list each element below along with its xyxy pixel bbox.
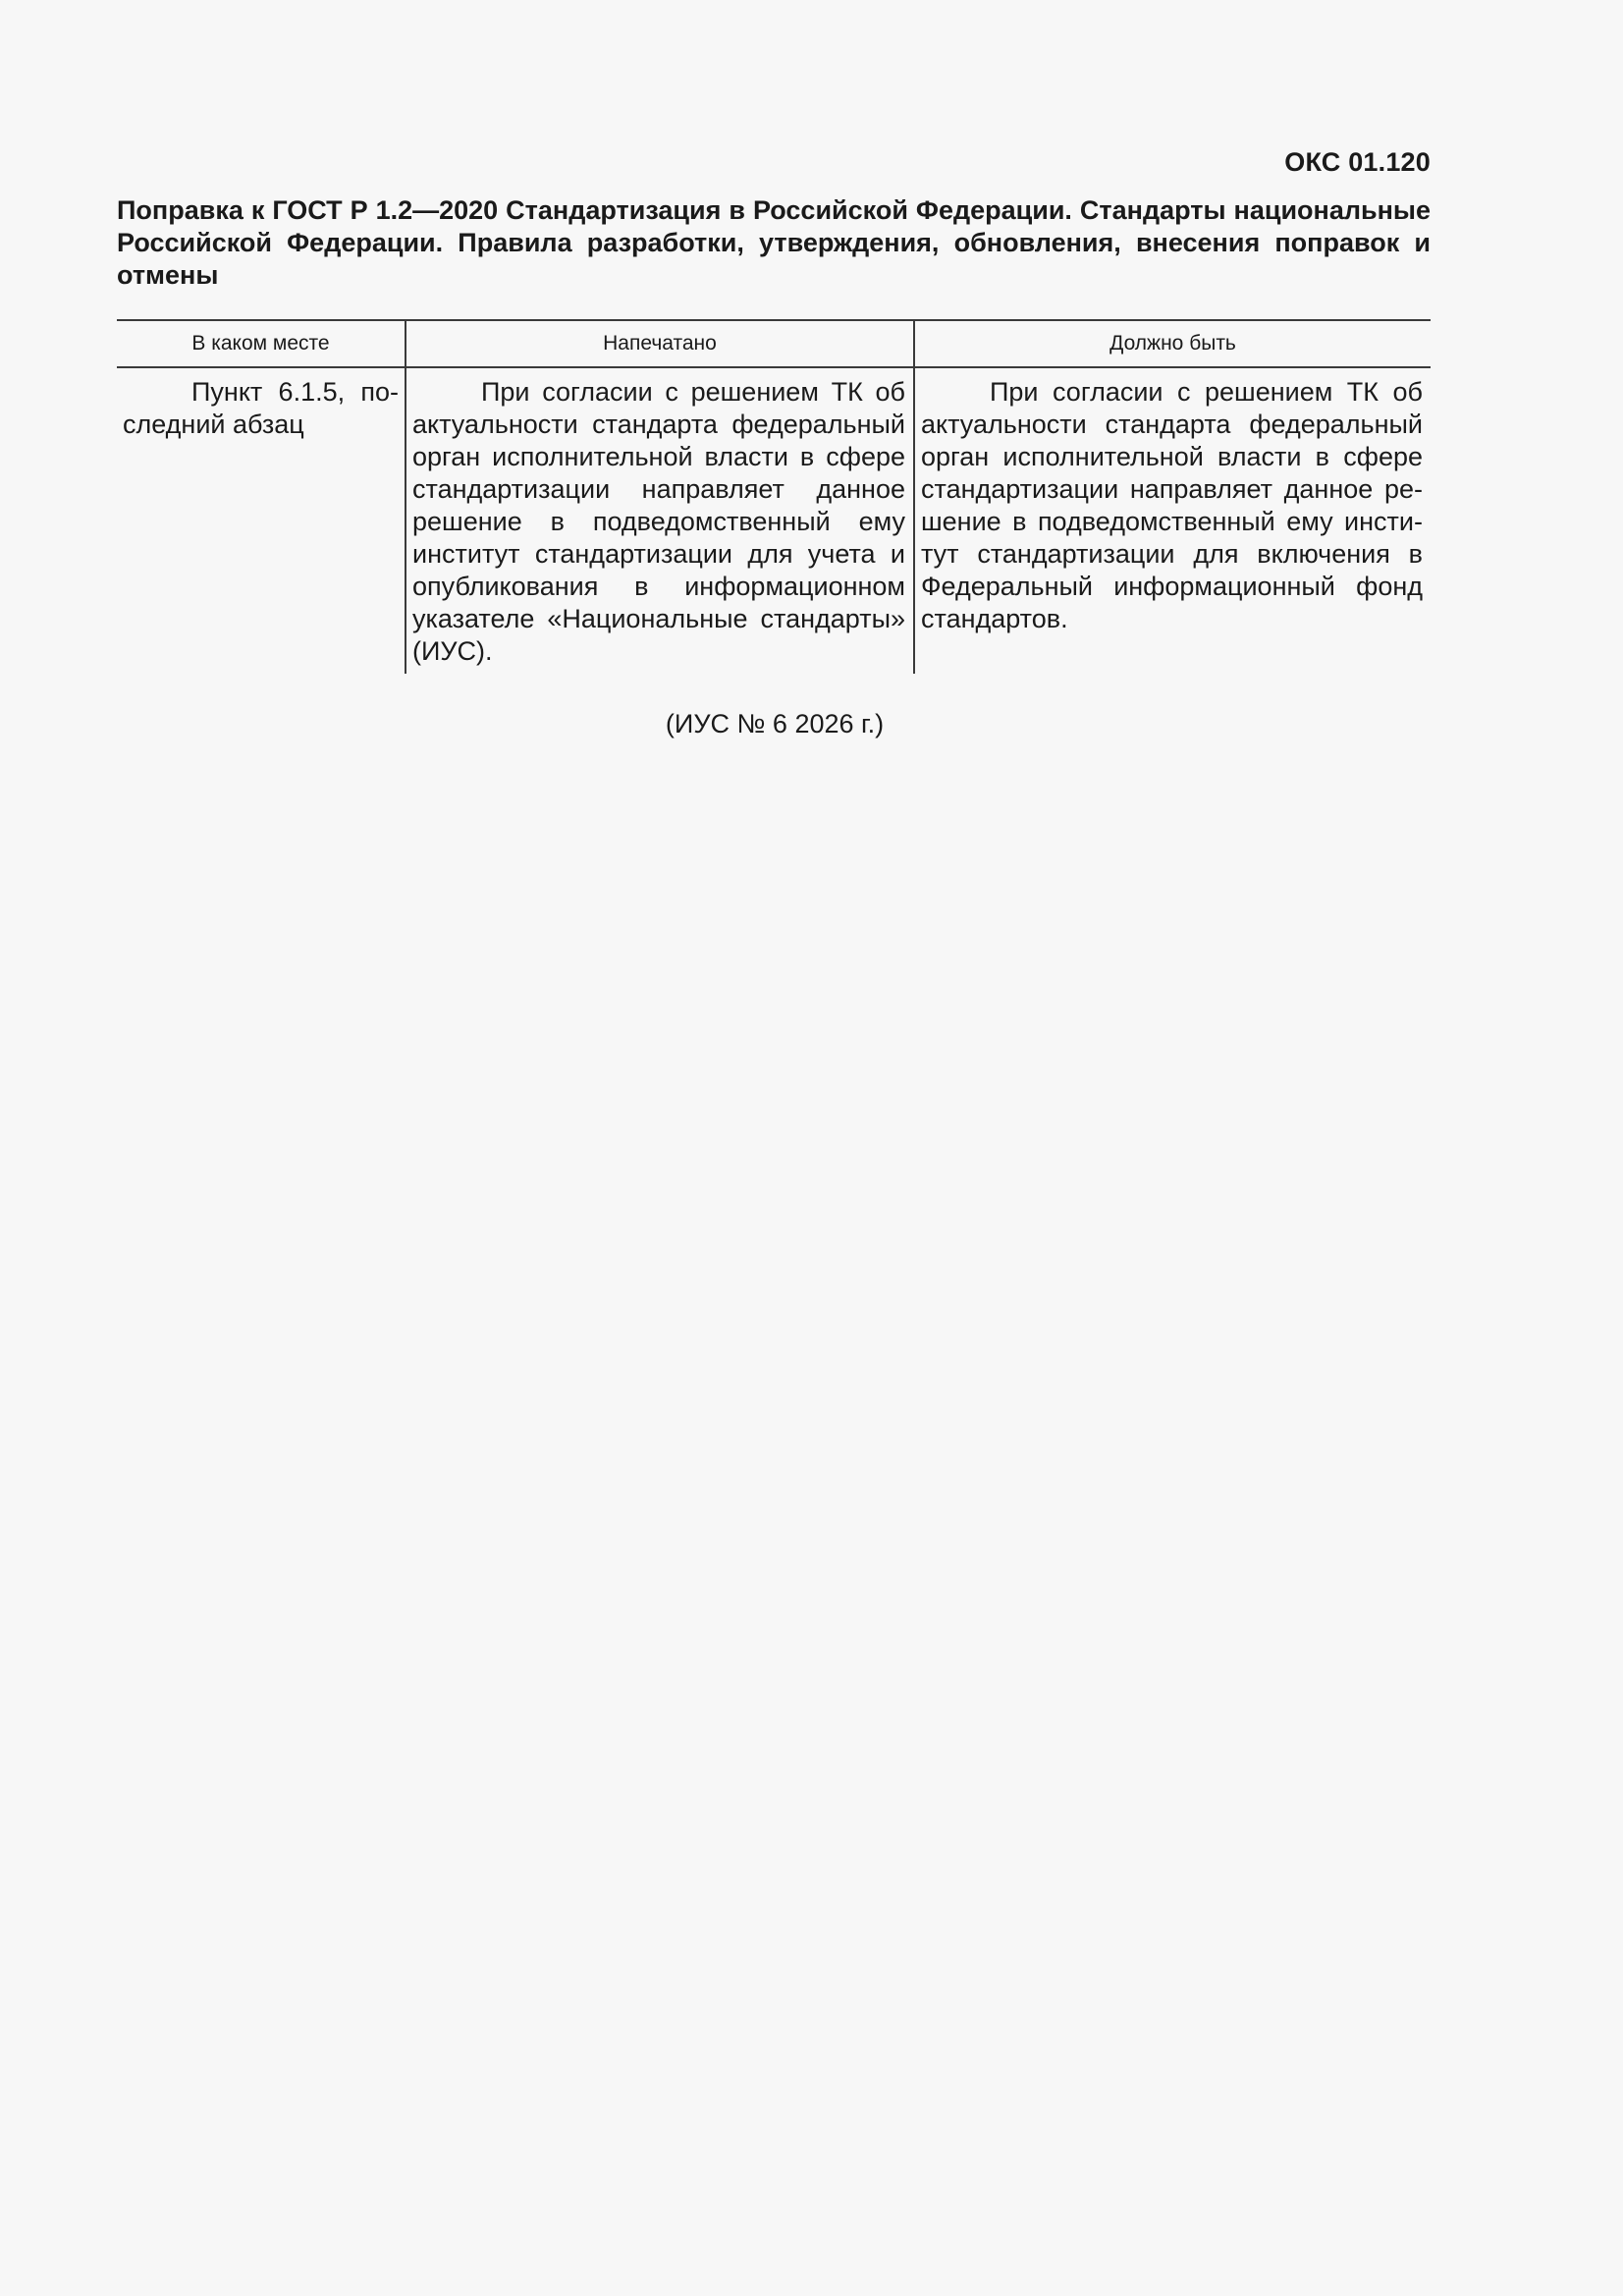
header-should-be: Должно быть [914,320,1431,367]
source-note: (ИУС № 6 2026 г.) [665,709,885,738]
header-location: В каком месте [117,320,406,367]
cell-should-be: При согласии с решением ТК об актуальности стандарта федеральный орган исполнительной власти в сфере стандартизации направляет данное решение в подведомственный ему институт стандартизации для включения в Федеральный информационный фонд стандартов. [914,367,1431,674]
oks-code: ОКС 01.120 [1284,147,1431,177]
table-row [117,367,1431,674]
amendment-title: Поправка к ГОСТ Р 1.2—2020 Стандартизация в Российской Федерации. Стандарты национальные Российской Федерации. Правила разработки, утверждения, обновления, внесения поправок и отмены [117,195,1431,290]
cell-location: Пункт 6.1.5, последний абзац [123,377,399,439]
header-printed: Напечатано [406,320,914,367]
amendment-table [117,319,1431,674]
cell-printed: При согласии с решением ТК об актуальности стандарта федеральный орган исполнительной власти в сфере стандартизации направляет данное решение в подведомственный ему институт стандартизации для учета и опубликования в информационном указателе «Национальные стандарты» (ИУС). [406,367,914,674]
table-header-row [117,320,1431,367]
